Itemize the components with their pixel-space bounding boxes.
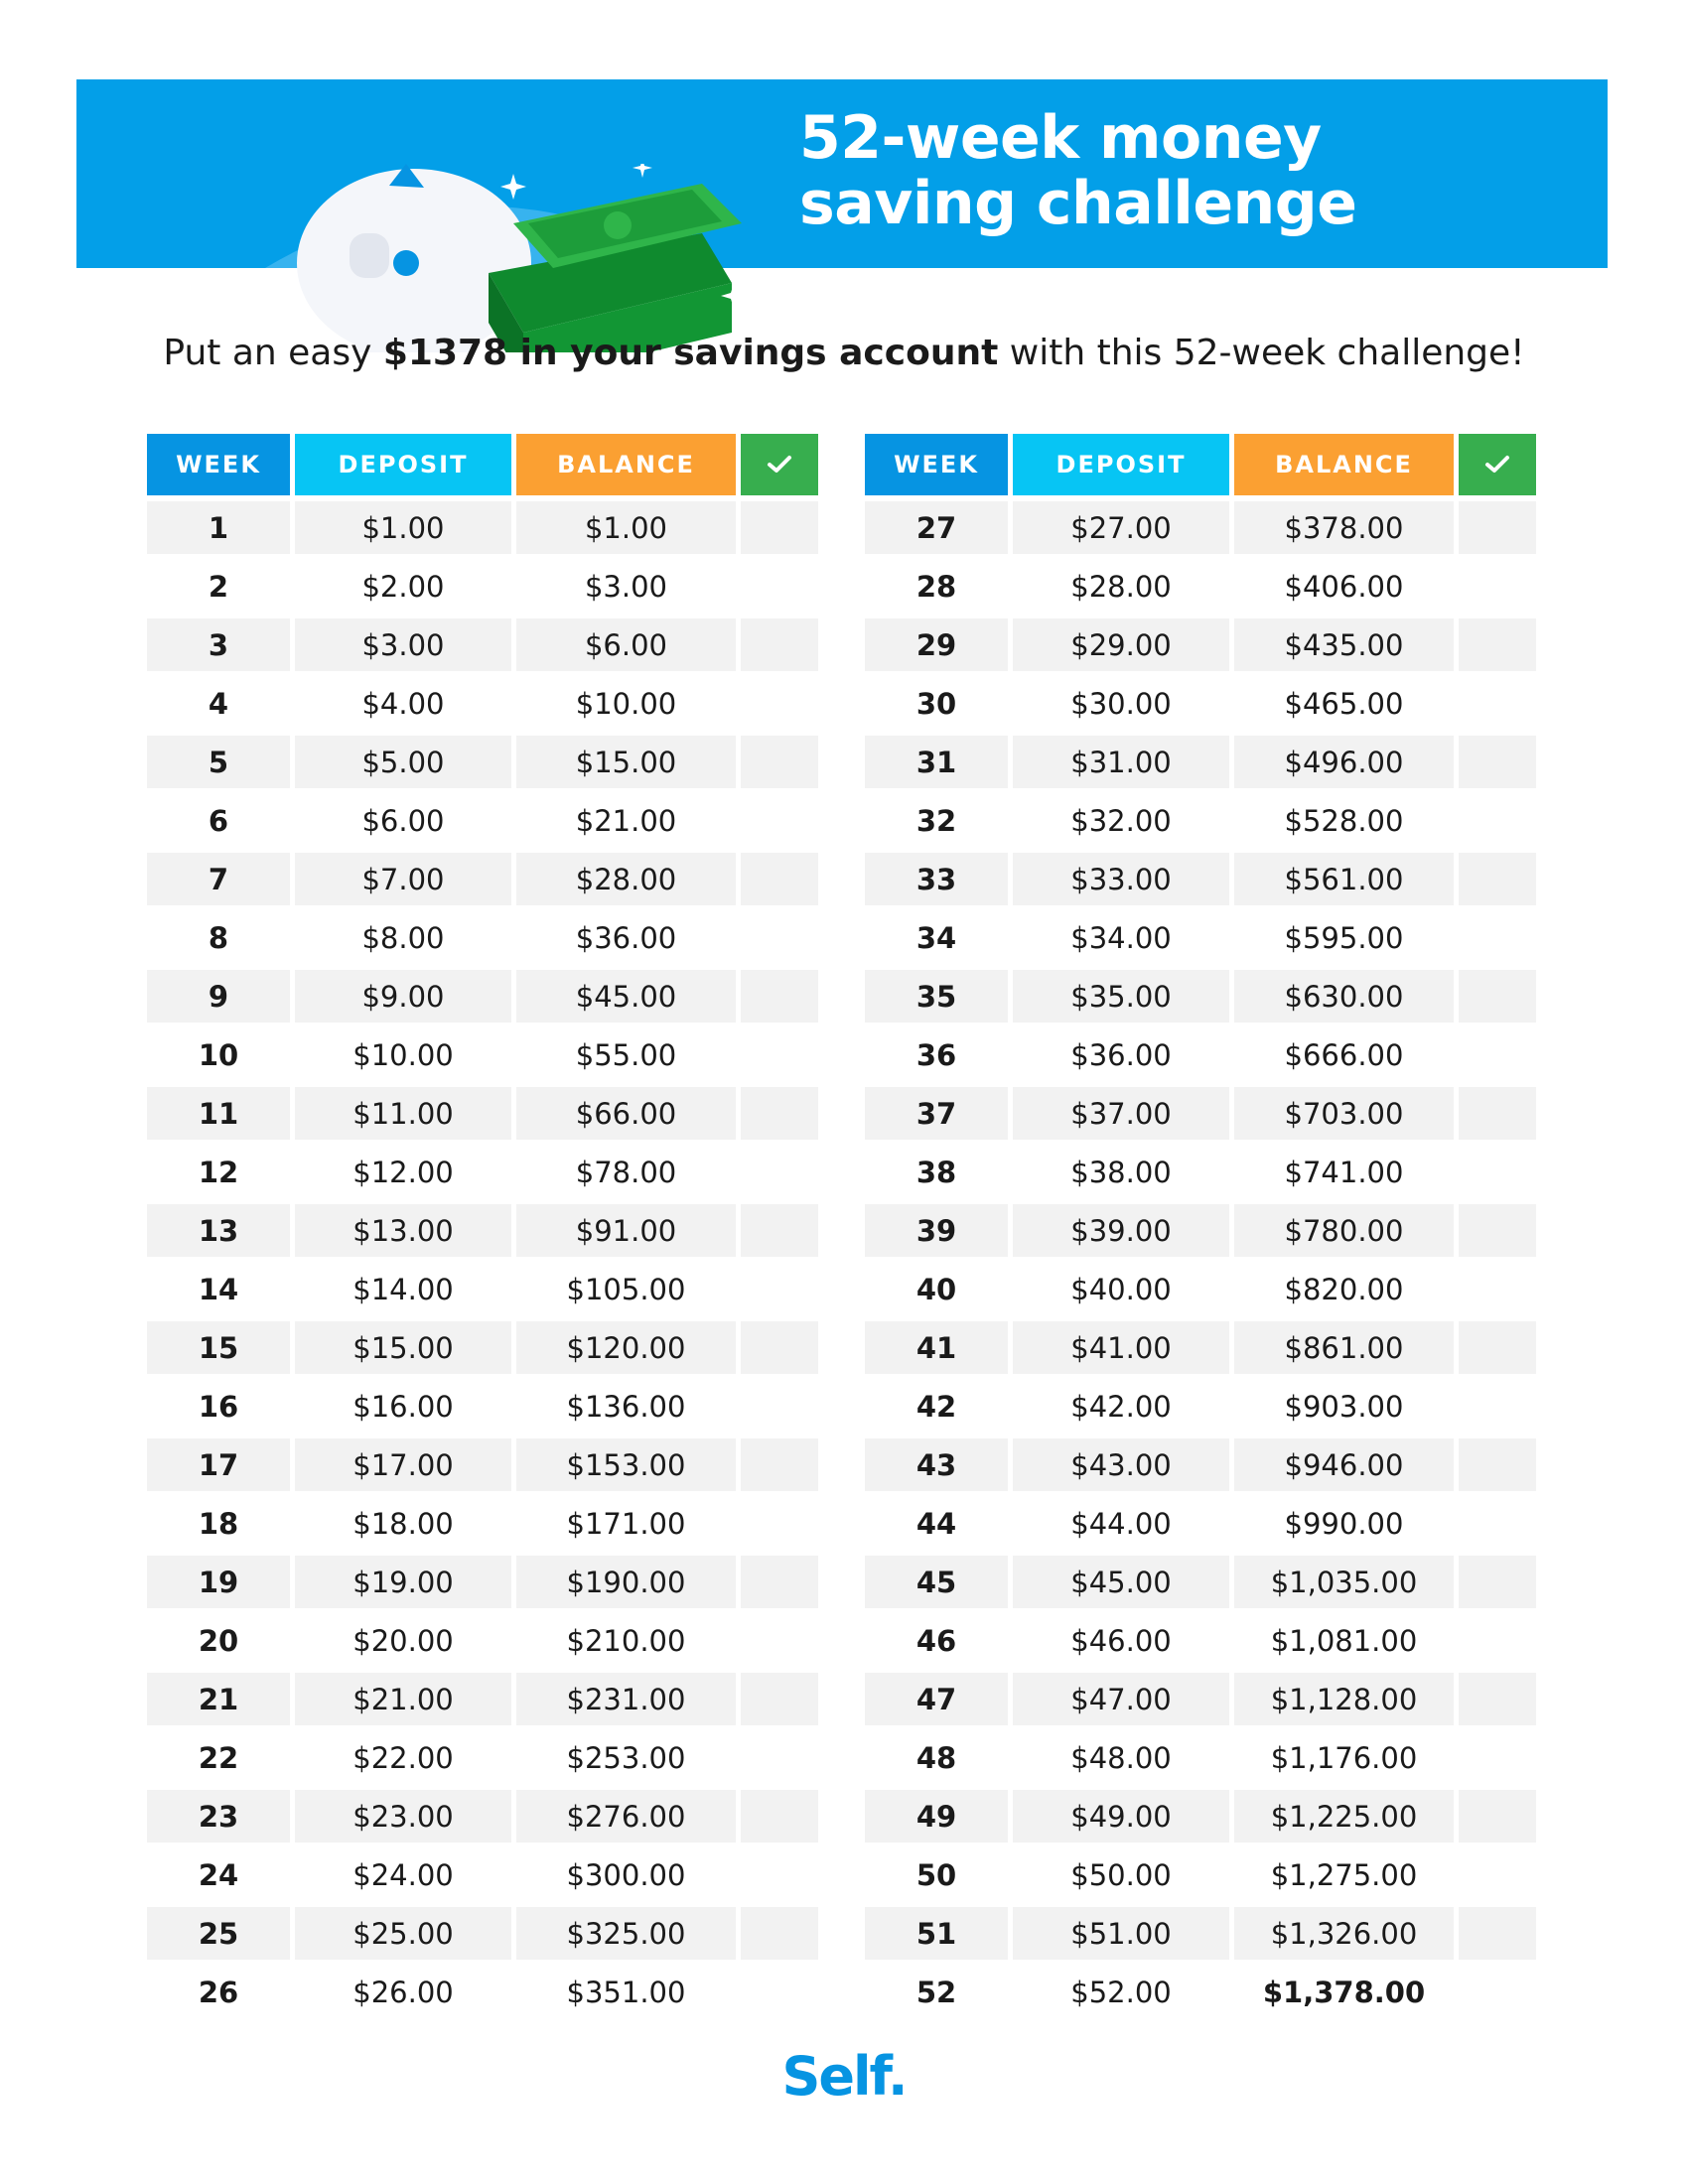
checkbox-cell[interactable] xyxy=(741,1263,818,1315)
table-row xyxy=(865,1438,1540,1497)
deposit-cell: $41.00 xyxy=(1013,1321,1229,1374)
deposit-cell: $44.00 xyxy=(1013,1497,1229,1550)
checkbox-cell[interactable] xyxy=(741,677,818,730)
deposit-cell: $40.00 xyxy=(1013,1263,1229,1315)
balance-cell: $378.00 xyxy=(1234,501,1454,554)
table-row xyxy=(147,853,822,911)
week-cell: 25 xyxy=(147,1907,290,1960)
table-row xyxy=(147,677,822,736)
checkbox-cell[interactable] xyxy=(741,1907,818,1960)
week-cell: 33 xyxy=(865,853,1008,905)
week-cell: 10 xyxy=(147,1028,290,1081)
table-row xyxy=(865,618,1540,677)
balance-cell: $903.00 xyxy=(1234,1380,1454,1433)
deposit-cell: $4.00 xyxy=(295,677,511,730)
table-row xyxy=(147,1321,822,1380)
balance-cell: $28.00 xyxy=(516,853,736,905)
week-cell: 11 xyxy=(147,1087,290,1140)
deposit-cell: $20.00 xyxy=(295,1614,511,1667)
balance-cell: $703.00 xyxy=(1234,1087,1454,1140)
deposit-cell: $9.00 xyxy=(295,970,511,1023)
balance-cell: $1,225.00 xyxy=(1234,1790,1454,1843)
checkbox-cell[interactable] xyxy=(741,1966,818,2018)
week-column-header: WEEK xyxy=(865,434,1008,495)
balance-cell: $91.00 xyxy=(516,1204,736,1257)
checkbox-cell[interactable] xyxy=(1459,560,1536,613)
checkbox-cell[interactable] xyxy=(1459,618,1536,671)
table-row xyxy=(865,853,1540,911)
balance-cell: $1,176.00 xyxy=(1234,1731,1454,1784)
checkbox-cell[interactable] xyxy=(741,1438,818,1491)
table-row xyxy=(147,1263,822,1321)
checkbox-cell[interactable] xyxy=(1459,1321,1536,1374)
deposit-cell: $31.00 xyxy=(1013,736,1229,788)
balance-cell: $231.00 xyxy=(516,1673,736,1725)
table-row xyxy=(865,1614,1540,1673)
week-cell: 21 xyxy=(147,1673,290,1725)
table-row xyxy=(147,911,822,970)
week-cell: 44 xyxy=(865,1497,1008,1550)
balance-cell: $105.00 xyxy=(516,1263,736,1315)
checkbox-cell[interactable] xyxy=(741,560,818,613)
checkbox-cell[interactable] xyxy=(1459,1263,1536,1315)
table-row xyxy=(147,970,822,1028)
week-cell: 42 xyxy=(865,1380,1008,1433)
table-row xyxy=(865,911,1540,970)
week-cell: 41 xyxy=(865,1321,1008,1374)
table-row xyxy=(147,1790,822,1848)
checkbox-cell[interactable] xyxy=(741,1556,818,1608)
deposit-cell: $48.00 xyxy=(1013,1731,1229,1784)
savings-table-left xyxy=(147,434,822,2024)
deposit-cell: $16.00 xyxy=(295,1380,511,1433)
checkbox-cell[interactable] xyxy=(1459,853,1536,905)
deposit-cell: $24.00 xyxy=(295,1848,511,1901)
title-line-2: saving challenge xyxy=(799,169,1357,238)
week-cell: 26 xyxy=(147,1966,290,2018)
week-cell: 30 xyxy=(865,677,1008,730)
table-row xyxy=(865,1146,1540,1204)
table-row xyxy=(147,1673,822,1731)
deposit-cell: $21.00 xyxy=(295,1673,511,1725)
deposit-cell: $23.00 xyxy=(295,1790,511,1843)
week-cell: 47 xyxy=(865,1673,1008,1725)
checkbox-cell[interactable] xyxy=(741,970,818,1023)
deposit-cell: $35.00 xyxy=(1013,970,1229,1023)
deposit-cell: $3.00 xyxy=(295,618,511,671)
balance-cell: $630.00 xyxy=(1234,970,1454,1023)
deposit-cell: $5.00 xyxy=(295,736,511,788)
checkbox-cell[interactable] xyxy=(741,1146,818,1198)
checkbox-cell[interactable] xyxy=(1459,1087,1536,1140)
checkbox-cell[interactable] xyxy=(1459,911,1536,964)
week-cell: 39 xyxy=(865,1204,1008,1257)
checkbox-cell[interactable] xyxy=(1459,1966,1536,2018)
checkbox-cell[interactable] xyxy=(741,1380,818,1433)
checkbox-cell[interactable] xyxy=(1459,1731,1536,1784)
table-body xyxy=(865,501,1540,2024)
table-row xyxy=(865,1556,1540,1614)
balance-cell: $496.00 xyxy=(1234,736,1454,788)
week-cell: 23 xyxy=(147,1790,290,1843)
week-cell: 12 xyxy=(147,1146,290,1198)
table-row xyxy=(865,1087,1540,1146)
balance-cell: $780.00 xyxy=(1234,1204,1454,1257)
checkbox-cell[interactable] xyxy=(741,1087,818,1140)
checkbox-cell[interactable] xyxy=(1459,501,1536,554)
balance-cell: $1,035.00 xyxy=(1234,1556,1454,1608)
balance-cell: $1,326.00 xyxy=(1234,1907,1454,1960)
week-cell: 14 xyxy=(147,1263,290,1315)
title-line-1: 52-week money xyxy=(799,103,1322,173)
balance-cell: $10.00 xyxy=(516,677,736,730)
week-cell: 1 xyxy=(147,501,290,554)
table-row xyxy=(865,677,1540,736)
balance-cell: $465.00 xyxy=(1234,677,1454,730)
table-row xyxy=(865,1380,1540,1438)
checkbox-cell[interactable] xyxy=(741,853,818,905)
week-cell: 50 xyxy=(865,1848,1008,1901)
checkbox-cell[interactable] xyxy=(1459,1848,1536,1901)
table-header xyxy=(865,434,1540,495)
week-cell: 34 xyxy=(865,911,1008,964)
week-cell: 40 xyxy=(865,1263,1008,1315)
week-column-header: WEEK xyxy=(147,434,290,495)
page-title xyxy=(799,105,1514,236)
subtitle xyxy=(0,333,1688,373)
week-cell: 27 xyxy=(865,501,1008,554)
balance-cell: $561.00 xyxy=(1234,853,1454,905)
week-cell: 18 xyxy=(147,1497,290,1550)
week-cell: 46 xyxy=(865,1614,1008,1667)
checkbox-cell[interactable] xyxy=(1459,1146,1536,1198)
balance-cell: $136.00 xyxy=(516,1380,736,1433)
checkbox-cell[interactable] xyxy=(741,1790,818,1843)
balance-cell: $741.00 xyxy=(1234,1146,1454,1198)
balance-cell: $820.00 xyxy=(1234,1263,1454,1315)
checkbox-cell[interactable] xyxy=(1459,1556,1536,1608)
balance-cell: $45.00 xyxy=(516,970,736,1023)
table-row xyxy=(865,1028,1540,1087)
table-row xyxy=(865,1731,1540,1790)
deposit-cell: $49.00 xyxy=(1013,1790,1229,1843)
table-row xyxy=(147,1380,822,1438)
table-row xyxy=(865,1321,1540,1380)
banner-illustration xyxy=(225,164,781,352)
table-row xyxy=(865,970,1540,1028)
checkbox-cell[interactable] xyxy=(741,1028,818,1081)
subtitle-suffix: with this 52-week challenge! xyxy=(998,333,1525,373)
week-cell: 38 xyxy=(865,1146,1008,1198)
checkbox-cell[interactable] xyxy=(741,1321,818,1374)
table-row xyxy=(147,1146,822,1204)
balance-cell: $351.00 xyxy=(516,1966,736,2018)
deposit-cell: $28.00 xyxy=(1013,560,1229,613)
week-cell: 3 xyxy=(147,618,290,671)
table-row xyxy=(865,1497,1540,1556)
balance-cell: $325.00 xyxy=(516,1907,736,1960)
checkbox-cell[interactable] xyxy=(1459,1790,1536,1843)
checkbox-cell[interactable] xyxy=(1459,1907,1536,1960)
table-row xyxy=(865,1263,1540,1321)
week-cell: 37 xyxy=(865,1087,1008,1140)
balance-cell: $253.00 xyxy=(516,1731,736,1784)
table-row xyxy=(147,1028,822,1087)
week-cell: 2 xyxy=(147,560,290,613)
header-banner xyxy=(76,79,1608,268)
checkbox-cell[interactable] xyxy=(741,1673,818,1725)
balance-cell: $946.00 xyxy=(1234,1438,1454,1491)
checkbox-cell[interactable] xyxy=(1459,1438,1536,1491)
week-cell: 32 xyxy=(865,794,1008,847)
subtitle-prefix: Put an easy xyxy=(163,333,383,373)
table-row xyxy=(147,1556,822,1614)
checkbox-cell[interactable] xyxy=(1459,677,1536,730)
checkbox-cell[interactable] xyxy=(741,501,818,554)
balance-cell: $528.00 xyxy=(1234,794,1454,847)
deposit-cell: $19.00 xyxy=(295,1556,511,1608)
checkbox-cell[interactable] xyxy=(1459,1380,1536,1433)
week-cell: 6 xyxy=(147,794,290,847)
deposit-cell: $45.00 xyxy=(1013,1556,1229,1608)
table-row xyxy=(147,1907,822,1966)
deposit-cell: $10.00 xyxy=(295,1028,511,1081)
table-row xyxy=(147,794,822,853)
deposit-cell: $1.00 xyxy=(295,501,511,554)
week-cell: 16 xyxy=(147,1380,290,1433)
deposit-column-header: DEPOSIT xyxy=(295,434,511,495)
week-cell: 15 xyxy=(147,1321,290,1374)
deposit-cell: $17.00 xyxy=(295,1438,511,1491)
week-cell: 20 xyxy=(147,1614,290,1667)
deposit-cell: $25.00 xyxy=(295,1907,511,1960)
balance-cell: $78.00 xyxy=(516,1146,736,1198)
table-row xyxy=(865,501,1540,560)
checkmark-icon xyxy=(1484,455,1510,475)
balance-cell: $1.00 xyxy=(516,501,736,554)
checkbox-cell[interactable] xyxy=(1459,1614,1536,1667)
checkbox-cell[interactable] xyxy=(741,736,818,788)
week-cell: 9 xyxy=(147,970,290,1023)
table-row xyxy=(147,1614,822,1673)
deposit-cell: $7.00 xyxy=(295,853,511,905)
balance-cell: $435.00 xyxy=(1234,618,1454,671)
week-cell: 36 xyxy=(865,1028,1008,1081)
deposit-cell: $14.00 xyxy=(295,1263,511,1315)
table-body xyxy=(147,501,822,2024)
balance-cell: $1,275.00 xyxy=(1234,1848,1454,1901)
deposit-cell: $12.00 xyxy=(295,1146,511,1198)
week-cell: 28 xyxy=(865,560,1008,613)
balance-cell: $1,081.00 xyxy=(1234,1614,1454,1667)
table-header xyxy=(147,434,822,495)
deposit-cell: $46.00 xyxy=(1013,1614,1229,1667)
week-cell: 43 xyxy=(865,1438,1008,1491)
week-cell: 4 xyxy=(147,677,290,730)
table-row xyxy=(147,1731,822,1790)
table-row xyxy=(865,1907,1540,1966)
savings-table-right xyxy=(865,434,1540,2024)
week-cell: 31 xyxy=(865,736,1008,788)
deposit-column-header: DEPOSIT xyxy=(1013,434,1229,495)
balance-cell: $3.00 xyxy=(516,560,736,613)
week-cell: 5 xyxy=(147,736,290,788)
deposit-cell: $32.00 xyxy=(1013,794,1229,847)
balance-cell: $171.00 xyxy=(516,1497,736,1550)
checkbox-cell[interactable] xyxy=(1459,1028,1536,1081)
deposit-cell: $47.00 xyxy=(1013,1673,1229,1725)
deposit-cell: $29.00 xyxy=(1013,618,1229,671)
checkbox-cell[interactable] xyxy=(741,618,818,671)
checkmark-icon xyxy=(767,455,792,475)
checkbox-cell[interactable] xyxy=(1459,794,1536,847)
checkbox-cell[interactable] xyxy=(1459,736,1536,788)
deposit-cell: $27.00 xyxy=(1013,501,1229,554)
deposit-cell: $50.00 xyxy=(1013,1848,1229,1901)
week-cell: 48 xyxy=(865,1731,1008,1784)
checkbox-cell[interactable] xyxy=(741,1731,818,1784)
table-row xyxy=(865,794,1540,853)
balance-cell: $21.00 xyxy=(516,794,736,847)
checkbox-cell[interactable] xyxy=(1459,970,1536,1023)
deposit-cell: $36.00 xyxy=(1013,1028,1229,1081)
deposit-cell: $38.00 xyxy=(1013,1146,1229,1198)
balance-cell: $666.00 xyxy=(1234,1028,1454,1081)
table-row xyxy=(865,1790,1540,1848)
subtitle-highlight: $1378 in your savings account xyxy=(382,333,999,373)
balance-cell: $120.00 xyxy=(516,1321,736,1374)
table-row xyxy=(865,1204,1540,1263)
week-cell: 22 xyxy=(147,1731,290,1784)
table-row xyxy=(147,501,822,560)
table-row xyxy=(865,1673,1540,1731)
self-logo: Self. xyxy=(781,2045,907,2108)
balance-cell: $1,128.00 xyxy=(1234,1673,1454,1725)
deposit-cell: $33.00 xyxy=(1013,853,1229,905)
week-cell: 52 xyxy=(865,1966,1008,2018)
balance-column-header: BALANCE xyxy=(1234,434,1454,495)
table-row xyxy=(147,1087,822,1146)
deposit-cell: $11.00 xyxy=(295,1087,511,1140)
week-cell: 29 xyxy=(865,618,1008,671)
balance-cell: $300.00 xyxy=(516,1848,736,1901)
checkbox-cell[interactable] xyxy=(741,794,818,847)
deposit-cell: $26.00 xyxy=(295,1966,511,2018)
checkbox-cell[interactable] xyxy=(741,1497,818,1550)
table-row xyxy=(147,560,822,618)
checkbox-cell[interactable] xyxy=(1459,1204,1536,1257)
table-row xyxy=(147,618,822,677)
balance-cell: $595.00 xyxy=(1234,911,1454,964)
deposit-cell: $30.00 xyxy=(1013,677,1229,730)
balance-cell: $210.00 xyxy=(516,1614,736,1667)
checkbox-cell[interactable] xyxy=(741,911,818,964)
balance-cell: $153.00 xyxy=(516,1438,736,1491)
table-row xyxy=(147,1966,822,2024)
checkbox-cell[interactable] xyxy=(1459,1673,1536,1725)
deposit-cell: $8.00 xyxy=(295,911,511,964)
table-row xyxy=(147,1204,822,1263)
checkbox-cell[interactable] xyxy=(741,1848,818,1901)
week-cell: 51 xyxy=(865,1907,1008,1960)
table-row xyxy=(865,1966,1540,2024)
balance-cell: $55.00 xyxy=(516,1028,736,1081)
deposit-cell: $39.00 xyxy=(1013,1204,1229,1257)
deposit-cell: $22.00 xyxy=(295,1731,511,1784)
deposit-cell: $42.00 xyxy=(1013,1380,1229,1433)
table-row xyxy=(865,736,1540,794)
deposit-cell: $52.00 xyxy=(1013,1966,1229,2018)
table-row xyxy=(147,1497,822,1556)
table-row xyxy=(147,736,822,794)
balance-cell: $276.00 xyxy=(516,1790,736,1843)
balance-cell: $406.00 xyxy=(1234,560,1454,613)
deposit-cell: $37.00 xyxy=(1013,1087,1229,1140)
balance-cell: $861.00 xyxy=(1234,1321,1454,1374)
table-row xyxy=(147,1848,822,1907)
balance-cell: $1,378.00 xyxy=(1234,1966,1454,2018)
table-row xyxy=(865,560,1540,618)
week-cell: 13 xyxy=(147,1204,290,1257)
table-row xyxy=(865,1848,1540,1907)
deposit-cell: $2.00 xyxy=(295,560,511,613)
week-cell: 45 xyxy=(865,1556,1008,1608)
deposit-cell: $6.00 xyxy=(295,794,511,847)
deposit-cell: $34.00 xyxy=(1013,911,1229,964)
deposit-cell: $18.00 xyxy=(295,1497,511,1550)
week-cell: 19 xyxy=(147,1556,290,1608)
balance-cell: $66.00 xyxy=(516,1087,736,1140)
checkbox-cell[interactable] xyxy=(1459,1497,1536,1550)
check-column-header xyxy=(741,434,818,495)
balance-cell: $6.00 xyxy=(516,618,736,671)
deposit-cell: $13.00 xyxy=(295,1204,511,1257)
week-cell: 35 xyxy=(865,970,1008,1023)
balance-column-header: BALANCE xyxy=(516,434,736,495)
checkbox-cell[interactable] xyxy=(741,1204,818,1257)
balance-cell: $190.00 xyxy=(516,1556,736,1608)
week-cell: 17 xyxy=(147,1438,290,1491)
balance-cell: $15.00 xyxy=(516,736,736,788)
check-column-header xyxy=(1459,434,1536,495)
week-cell: 8 xyxy=(147,911,290,964)
balance-cell: $990.00 xyxy=(1234,1497,1454,1550)
table-row xyxy=(147,1438,822,1497)
checkbox-cell[interactable] xyxy=(741,1614,818,1667)
deposit-cell: $43.00 xyxy=(1013,1438,1229,1491)
week-cell: 24 xyxy=(147,1848,290,1901)
balance-cell: $36.00 xyxy=(516,911,736,964)
deposit-cell: $15.00 xyxy=(295,1321,511,1374)
week-cell: 7 xyxy=(147,853,290,905)
week-cell: 49 xyxy=(865,1790,1008,1843)
deposit-cell: $51.00 xyxy=(1013,1907,1229,1960)
